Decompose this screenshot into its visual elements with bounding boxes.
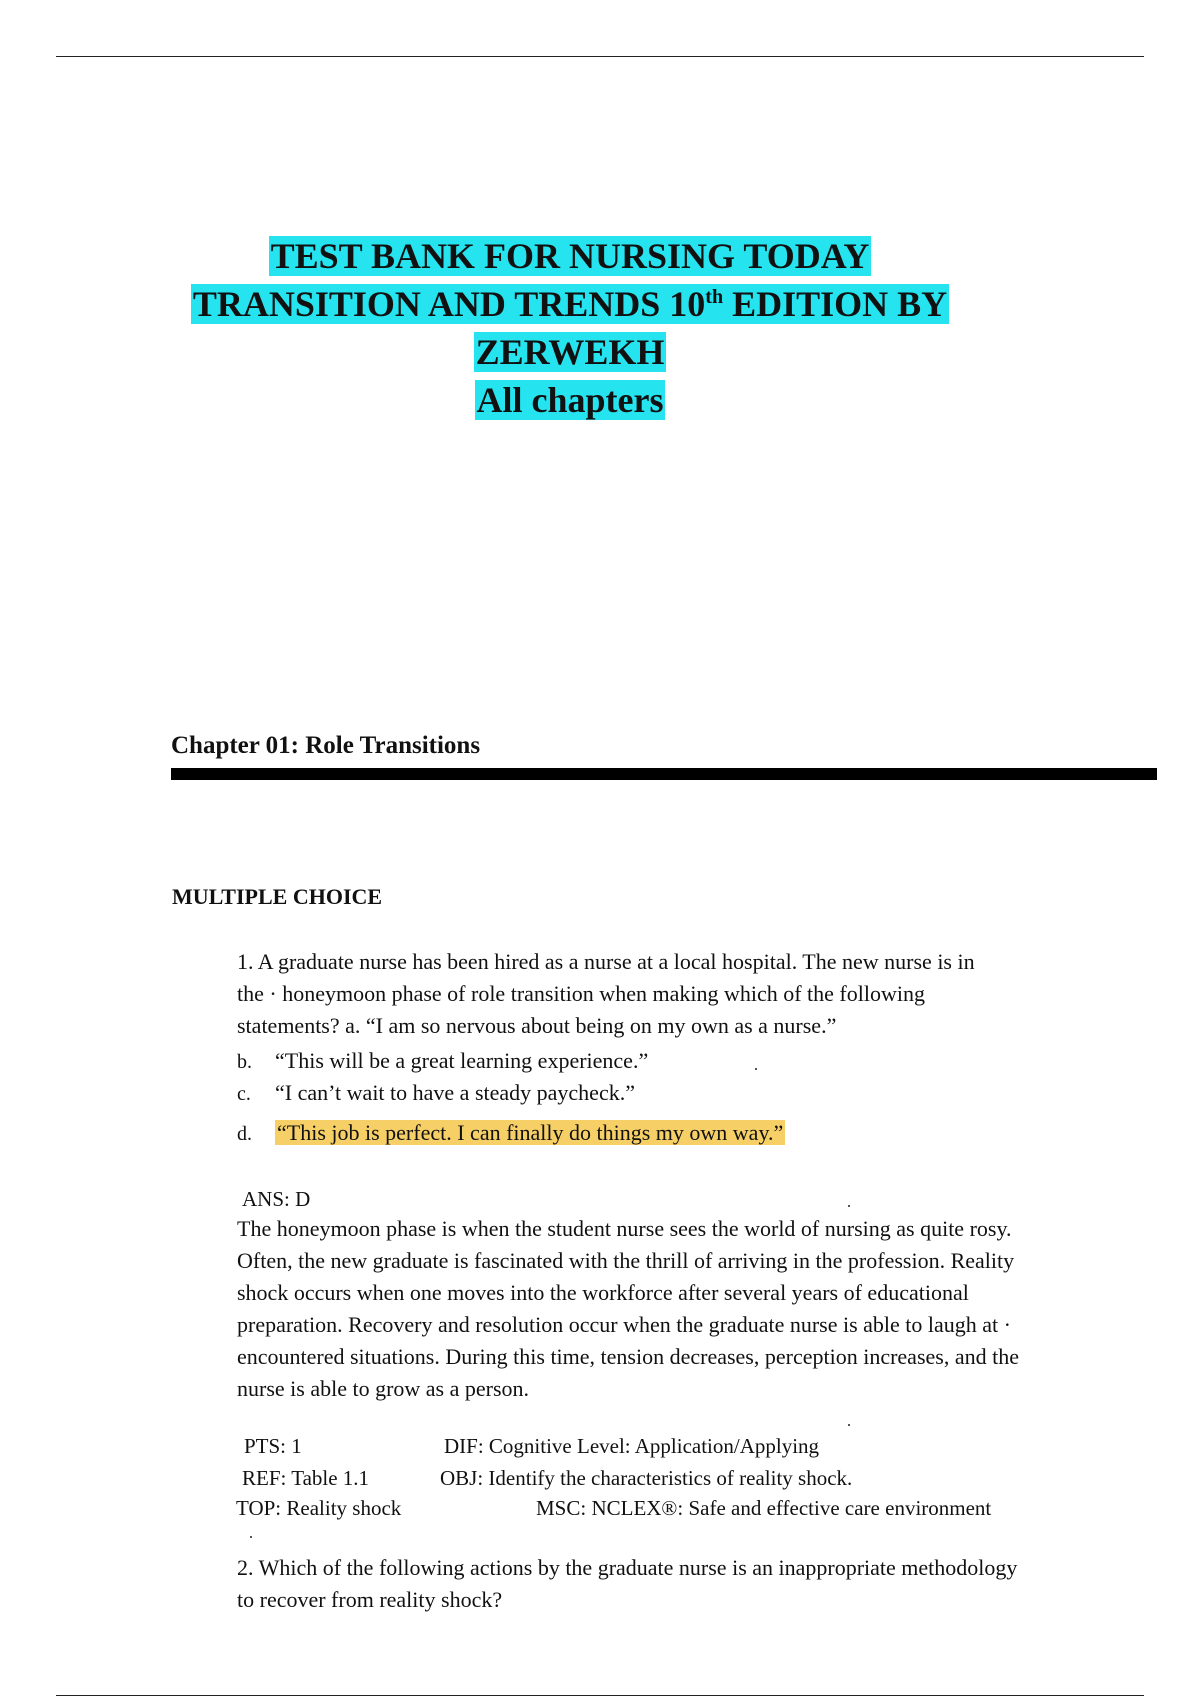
question-1-stem-line: statements? a. “I am so nervous about being on my own as a nurse.” (237, 1013, 837, 1038)
question-2-stem (237, 1552, 1117, 1616)
meta-ref: REF: Table 1.1 (242, 1466, 370, 1490)
meta-dif: DIF: Cognitive Level: Application/Applying (444, 1434, 820, 1458)
stray-dot (250, 1536, 252, 1538)
rationale-line: The honeymoon phase is when the student nurse sees the world of nursing as quite rosy. (237, 1216, 1012, 1241)
meta-top: TOP: Reality shock (236, 1496, 402, 1520)
title-line-4 (0, 378, 1140, 422)
option-text: “This will be a great learning experience.” (275, 1048, 649, 1073)
title-line-2-text: TRANSITION AND TRENDS 10th EDITION BY (192, 284, 948, 324)
question-1-option-d (237, 1118, 785, 1149)
rationale-line: shock occurs when one moves into the workforce after several years of educational (237, 1280, 969, 1305)
rationale-line: preparation. Recovery and resolution occur when the graduate nurse is able to laugh at · (237, 1312, 1011, 1337)
meta-msc: MSC: NCLEX®: Safe and effective care environment (536, 1496, 992, 1520)
question-1-option-b (237, 1046, 648, 1077)
chapter-heading: Chapter 01: Role Transitions (171, 732, 481, 759)
title-line-4-text: All chapters (476, 380, 664, 420)
rationale-line: encountered situations. During this time, tension decreases, perception increases, and the (237, 1344, 1019, 1369)
question-2-stem-line: to recover from reality shock? (237, 1587, 503, 1612)
option-text: “I can’t wait to have a steady paycheck.” (275, 1080, 635, 1105)
chapter-divider (171, 768, 1157, 780)
title-line-1 (0, 234, 1140, 278)
answer-label: ANS: D (242, 1187, 311, 1211)
stray-dot (848, 1424, 850, 1426)
question-1-stem-line: the · honeymoon phase of role transition when making which of the following (237, 981, 925, 1006)
title-line-1-text: TEST BANK FOR NURSING TODAY (270, 236, 870, 276)
question-1-stem-line: 1. A graduate nurse has been hired as a nurse at a local hospital. The new nurse is in (237, 949, 975, 974)
option-letter: c. (237, 1083, 251, 1105)
stray-dot (755, 1068, 757, 1070)
meta-pts: PTS: 1 (244, 1434, 302, 1458)
title-line-2 (0, 282, 1140, 326)
bottom-rule (56, 1695, 1144, 1696)
option-letter: b. (237, 1051, 252, 1073)
meta-obj: OBJ: Identify the characteristics of reality shock. (440, 1466, 853, 1490)
rationale (237, 1213, 1117, 1405)
question-1-option-c (237, 1078, 635, 1109)
option-letter: d. (237, 1123, 252, 1145)
question-1-stem (237, 946, 1107, 1042)
title-line-3-text: ZERWEKH (475, 332, 665, 372)
title-line-3 (0, 330, 1140, 374)
top-rule (56, 56, 1144, 57)
rationale-line: Often, the new graduate is fascinated with the thrill of arriving in the profession. Reality (237, 1248, 1015, 1273)
section-heading: MULTIPLE CHOICE (172, 884, 383, 909)
stray-dot (848, 1205, 850, 1207)
option-text-highlighted: “This job is perfect. I can finally do things my own way.” (277, 1120, 784, 1145)
rationale-line: nurse is able to grow as a person. (237, 1376, 530, 1401)
question-2-stem-line: 2. Which of the following actions by the graduate nurse is an inappropriate methodology (237, 1555, 1018, 1580)
